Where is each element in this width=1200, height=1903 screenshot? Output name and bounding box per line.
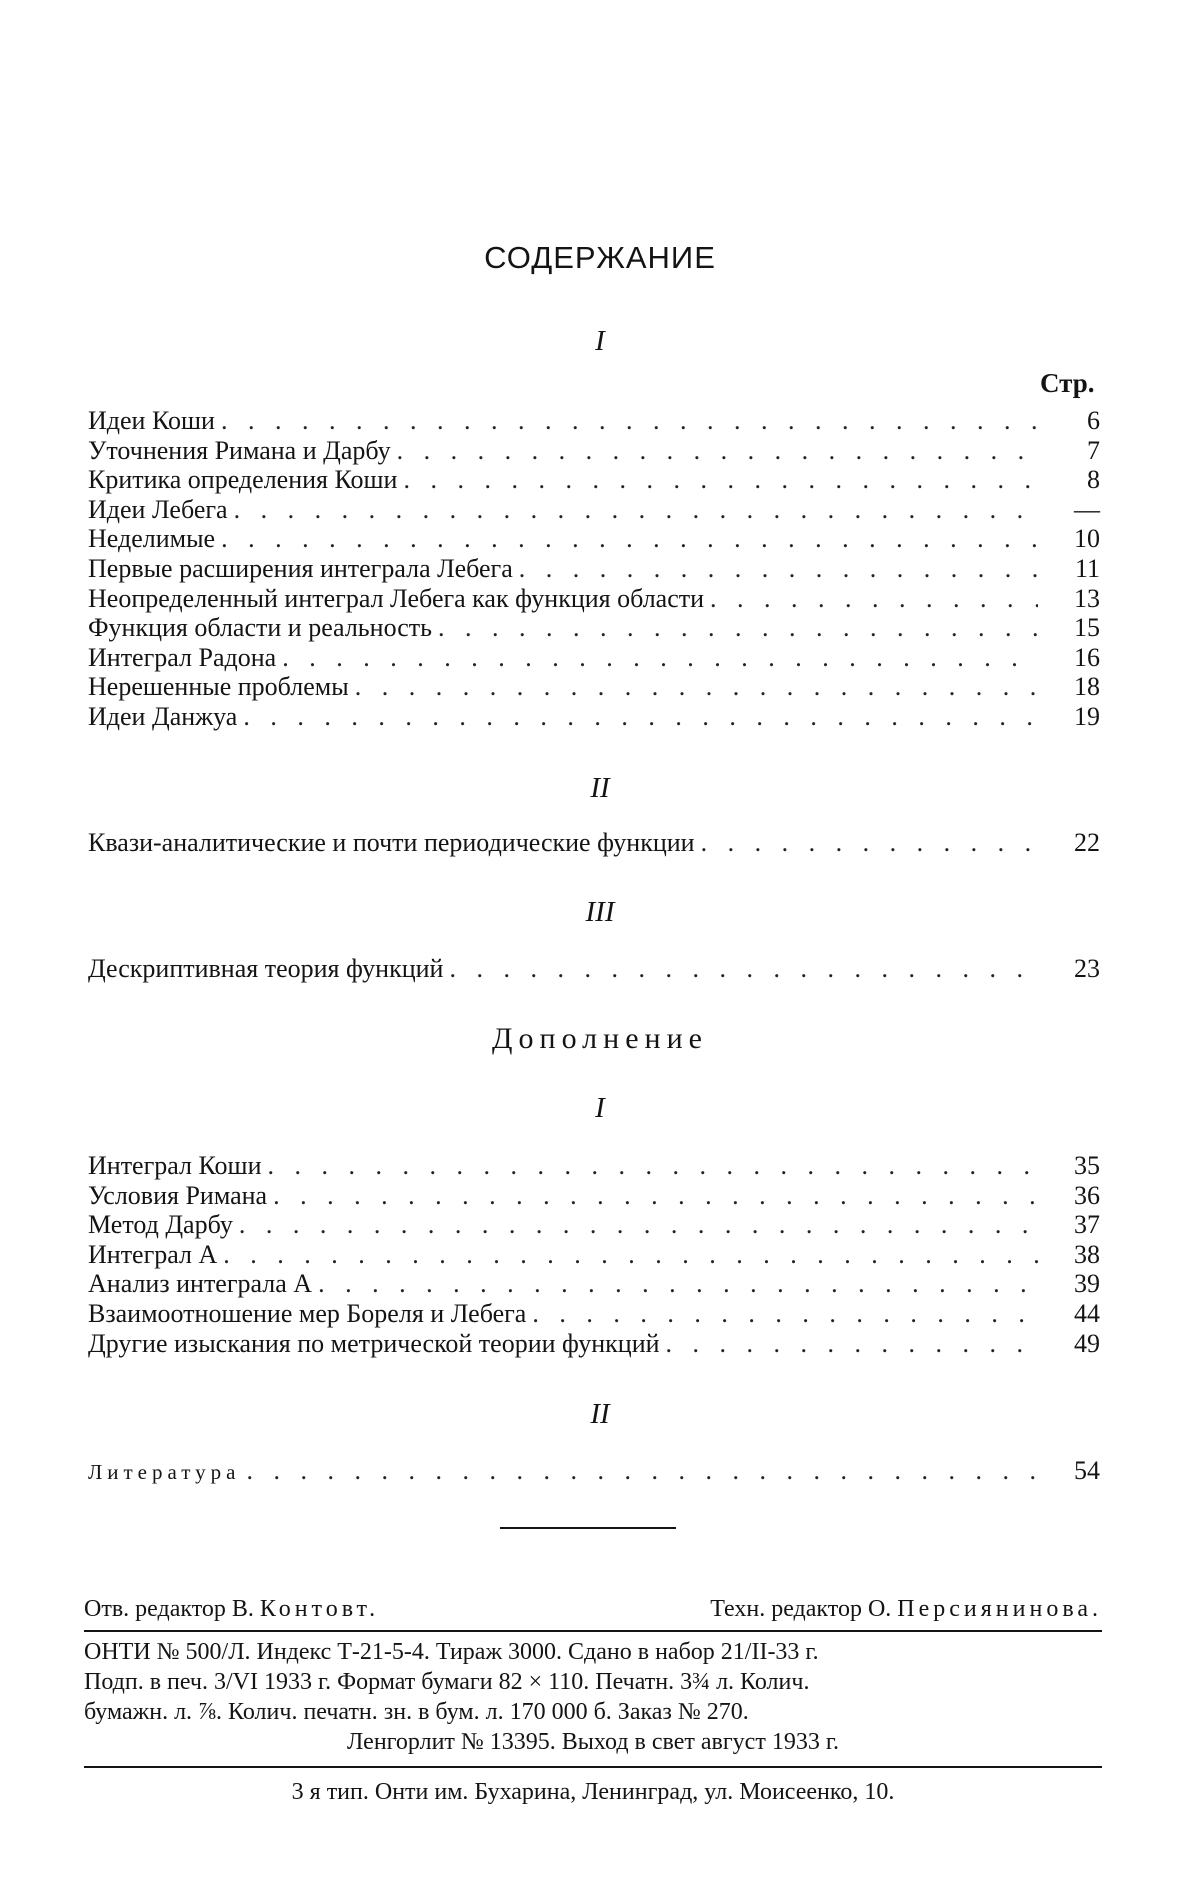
entry-page: 19 xyxy=(1074,701,1100,731)
entry-page: 11 xyxy=(1074,553,1100,583)
toc-entry xyxy=(88,954,1100,984)
toc-entry xyxy=(88,495,1100,525)
entry-page: 23 xyxy=(1074,954,1100,983)
leader-dots xyxy=(234,495,1038,525)
leader-dots xyxy=(710,584,1038,614)
toc-entry xyxy=(88,643,1100,673)
entry-title: Первые расширения интеграла Лебега xyxy=(88,553,513,583)
leader-dots xyxy=(532,1299,1038,1329)
toc-entry xyxy=(88,672,1100,702)
toc-entry xyxy=(88,1329,1100,1359)
entry-title: Нерешенные проблемы xyxy=(88,672,349,702)
leader-dots xyxy=(243,702,1038,732)
leader-dots xyxy=(273,1181,1038,1211)
entry-title: Взаимоотношение мер Бореля и Лебега xyxy=(88,1298,527,1328)
toc-entry xyxy=(88,1181,1100,1211)
entry-title: Критика определения Коши xyxy=(88,465,398,495)
entry-page: 38 xyxy=(1074,1239,1100,1269)
section-numeral-2: II xyxy=(590,772,610,804)
leader-dots xyxy=(221,524,1038,554)
tech-editor-name: Персиянинова. xyxy=(897,1596,1102,1622)
toc-entry xyxy=(88,1240,1100,1270)
leader-dots xyxy=(403,465,1038,495)
toc-section-3 xyxy=(88,954,1100,984)
entry-title: Метод Дарбу xyxy=(88,1210,233,1240)
toc-entry xyxy=(88,828,1100,858)
entry-page: 7 xyxy=(1087,435,1100,465)
entry-page: 22 xyxy=(1074,828,1100,857)
toc-entry xyxy=(88,465,1100,495)
entry-title: Квази-аналитические и почти периодические функции xyxy=(88,828,695,857)
page-title: СОДЕРЖАНИЕ xyxy=(484,240,716,275)
toc-entry xyxy=(88,1269,1100,1299)
tech-editor-label: Техн. редактор О. xyxy=(710,1596,892,1622)
leader-dots xyxy=(438,613,1038,643)
entry-title: Интеграл А xyxy=(88,1239,218,1269)
toc-entry xyxy=(88,1151,1100,1181)
entry-title: Неделимые xyxy=(88,524,216,554)
entry-title: Дескриптивная теория функций xyxy=(88,954,444,983)
section-numeral-1: I xyxy=(595,325,605,357)
entry-page: 16 xyxy=(1074,642,1100,672)
entry-page: 10 xyxy=(1074,524,1100,554)
imprint-line: Ленгорлит № 13395. Выход в свет август 1933 г. xyxy=(347,1729,839,1755)
leader-dots xyxy=(221,406,1038,436)
toc-entry xyxy=(88,702,1100,732)
entry-page: 44 xyxy=(1074,1298,1100,1328)
entry-page: 8 xyxy=(1087,465,1100,495)
toc-entry xyxy=(88,584,1100,614)
toc-entry xyxy=(88,1299,1100,1329)
entry-page: 37 xyxy=(1074,1210,1100,1240)
entry-page: 35 xyxy=(1074,1151,1100,1180)
leader-dots xyxy=(267,1151,1038,1181)
imprint-line: бумажн. л. ⅞. Колич. печатн. зн. в бум. л. 170 000 б. Заказ № 270. xyxy=(84,1699,749,1725)
toc-entry xyxy=(88,524,1100,554)
imprint-rule-bottom xyxy=(84,1766,1102,1768)
imprint-block xyxy=(84,1637,1102,1757)
toc-entry xyxy=(88,554,1100,584)
toc-entry xyxy=(88,436,1100,466)
entry-title: Идеи Лебега xyxy=(88,494,228,524)
supplement-section-2 xyxy=(88,1456,1100,1486)
toc-entry xyxy=(88,1210,1100,1240)
entry-page: 18 xyxy=(1074,672,1100,702)
entry-title: Неопределенный интеграл Лебега как функция области xyxy=(88,583,705,613)
entry-title: Уточнения Римана и Дарбу xyxy=(88,435,391,465)
entry-page: 49 xyxy=(1074,1328,1100,1358)
leader-dots xyxy=(449,954,1038,984)
toc-entry xyxy=(88,613,1100,643)
editor-name: Контовт. xyxy=(259,1596,380,1622)
printer-line: 3 я тип. Онти им. Бухарина, Ленинград, ул. Моисеенко, 10. xyxy=(291,1779,895,1805)
leader-dots xyxy=(355,672,1038,702)
imprint-line: Подп. в печ. 3/VI 1933 г. Формат бумаги 82 × 110. Печатн. 3¾ л. Колич. xyxy=(84,1669,810,1695)
leader-dots xyxy=(282,643,1038,673)
tech-editor-credit xyxy=(710,1594,1102,1624)
entry-title: Идеи Коши xyxy=(88,406,215,435)
leader-dots xyxy=(223,1240,1038,1270)
toc-entry xyxy=(88,406,1100,436)
supplement-numeral-2: II xyxy=(590,1398,610,1430)
editor-credit xyxy=(84,1594,379,1624)
supplement-title: Дополнение xyxy=(492,1022,708,1055)
entry-page: 54 xyxy=(1074,1456,1100,1485)
leader-dots xyxy=(666,1329,1038,1359)
editor-label: Отв. редактор В. xyxy=(84,1596,254,1622)
toc-section-2 xyxy=(88,828,1100,858)
entry-page: — xyxy=(1074,494,1100,524)
page-column-label: Стр. xyxy=(1040,368,1095,398)
leader-dots xyxy=(246,1456,1038,1486)
entry-title: Интеграл Радона xyxy=(88,642,277,672)
entry-title: Литература xyxy=(88,1460,241,1484)
section-numeral-3: III xyxy=(585,896,615,928)
entry-page: 13 xyxy=(1074,583,1100,613)
leader-dots xyxy=(318,1269,1038,1299)
editors-line xyxy=(84,1594,1102,1624)
leader-dots xyxy=(701,828,1038,858)
entry-page: 6 xyxy=(1087,406,1100,435)
supplement-section-1 xyxy=(88,1151,1100,1358)
entry-page: 39 xyxy=(1074,1269,1100,1299)
entry-title: Функция области и реальность xyxy=(88,613,432,643)
separator-rule xyxy=(500,1527,676,1529)
supplement-numeral-1: I xyxy=(595,1092,605,1124)
entry-page: 15 xyxy=(1074,613,1100,643)
leader-dots xyxy=(397,436,1038,466)
leader-dots xyxy=(239,1210,1038,1240)
toc-entry xyxy=(88,1456,1100,1486)
toc-section-1 xyxy=(88,406,1100,732)
entry-title: Анализ интеграла А xyxy=(88,1269,313,1299)
entry-title: Интеграл Коши xyxy=(88,1151,262,1180)
leader-dots xyxy=(519,554,1038,584)
entry-title: Другие изыскания по метрической теории функций xyxy=(88,1328,660,1358)
imprint-line: ОНТИ № 500/Л. Индекс Т-21-5-4. Тираж 3000. Сдано в набор 21/II-33 г. xyxy=(84,1639,819,1665)
entry-title: Идеи Данжуа xyxy=(88,701,238,731)
entry-page: 36 xyxy=(1074,1180,1100,1210)
imprint-rule-top xyxy=(84,1630,1102,1632)
entry-title: Условия Римана xyxy=(88,1180,268,1210)
